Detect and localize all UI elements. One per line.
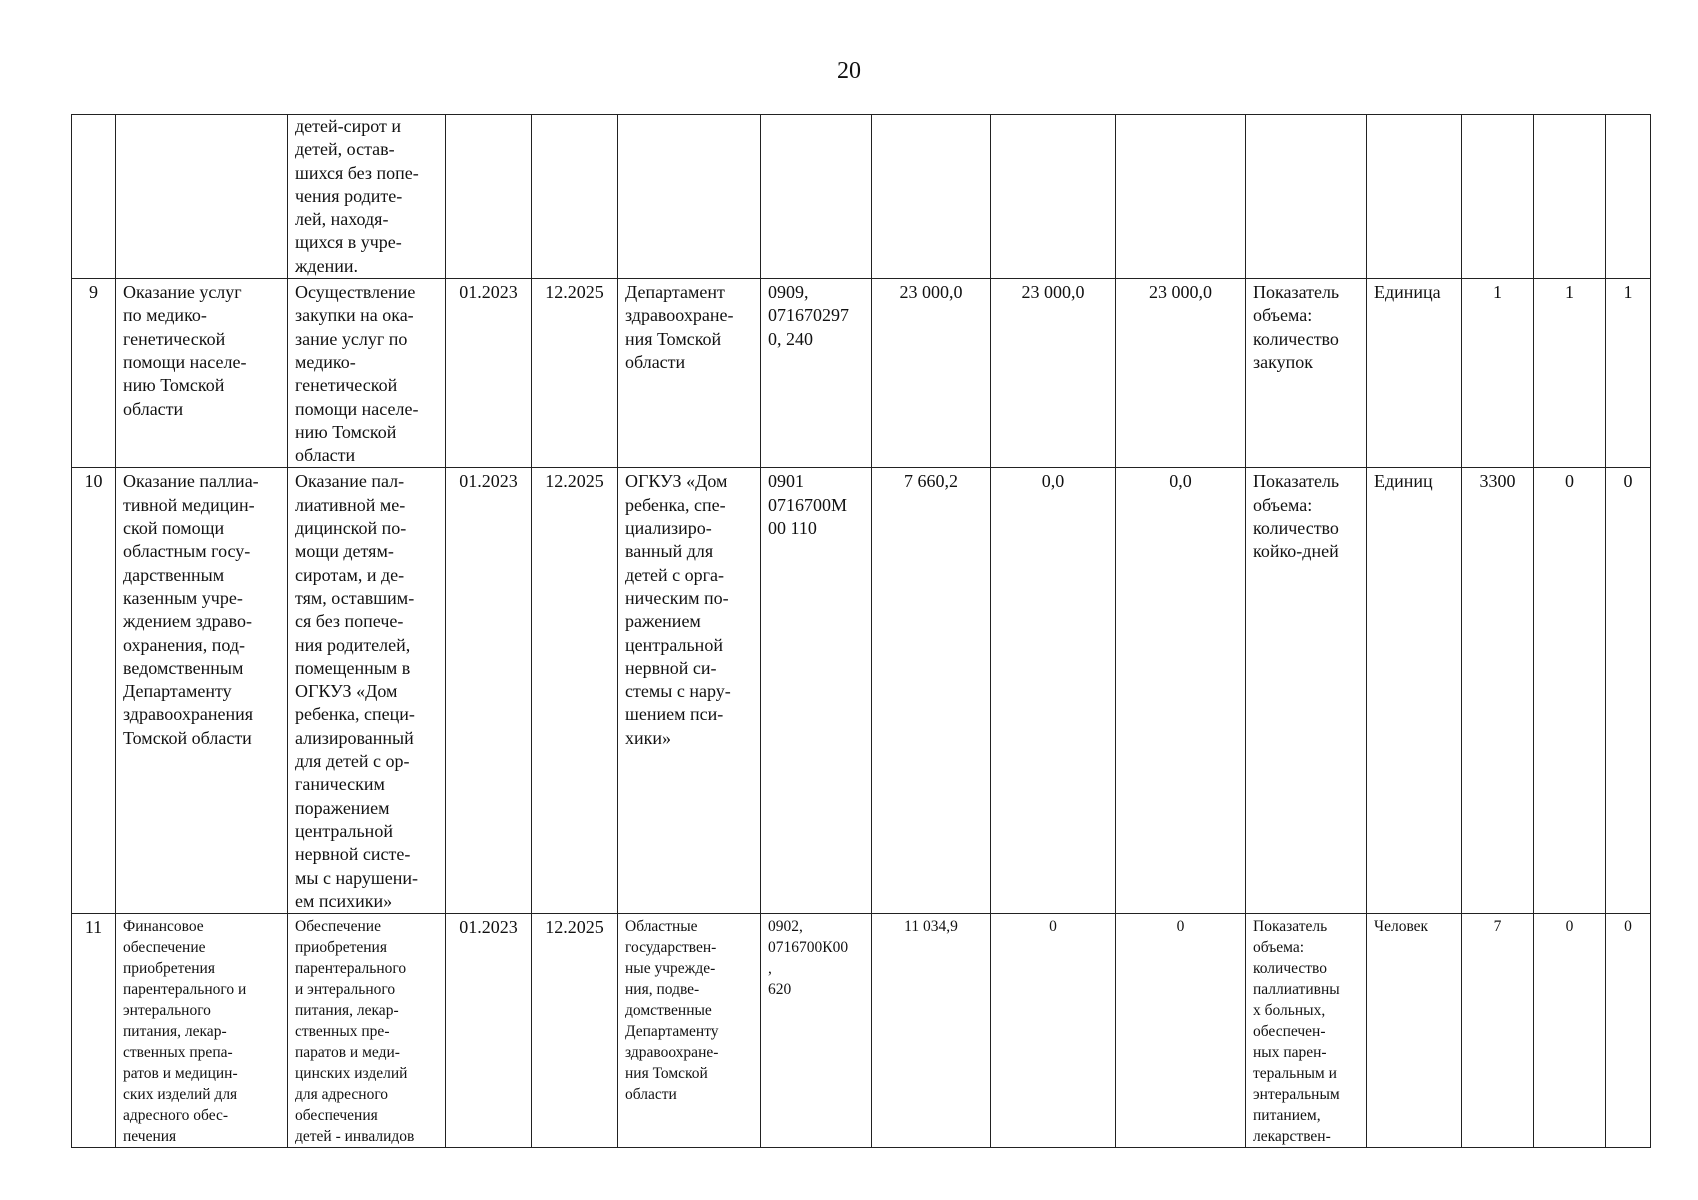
unit-cell: Человек [1367, 914, 1462, 1148]
executor-cell [618, 115, 761, 279]
row-number-cell: 10 [72, 468, 116, 914]
page-number: 20 [837, 58, 861, 84]
activity-description-cell: Осуществление закупки на ока- зание услуг по медико- генетической помощи населе- нию Томской области [288, 279, 446, 468]
table-row [72, 115, 1651, 279]
unit-cell [1367, 115, 1462, 279]
activity-description-cell: детей-сирот и детей, остав- шихся без попе- чения родите- лей, находя- щихся в учре- ждении. [288, 115, 446, 279]
indicator-value2-cell: 0 [1534, 914, 1606, 1148]
indicator-value1-cell [1462, 115, 1534, 279]
start-date-cell [446, 115, 532, 279]
indicator-value3-cell: 0 [1606, 914, 1651, 1148]
executor-cell: Областные государствен- ные учрежде- ния, подве- домственные Департаменту здравоохране- ния Томской области [618, 914, 761, 1148]
budget-code-cell: 0901 0716700М 00 110 [761, 468, 872, 914]
row-number-cell: 9 [72, 279, 116, 468]
table-row [72, 468, 1651, 914]
program-activities-table [71, 114, 1651, 1148]
indicator-value1-cell: 1 [1462, 279, 1534, 468]
budget-code-cell [761, 115, 872, 279]
indicator-cell: Показатель объема: количество закупок [1246, 279, 1367, 468]
start-date-cell: 01.2023 [446, 914, 532, 1148]
indicator-cell: Показатель объема: количество койко-дней [1246, 468, 1367, 914]
indicator-value3-cell [1606, 115, 1651, 279]
indicator-cell [1246, 115, 1367, 279]
row-number-cell: 11 [72, 914, 116, 1148]
indicator-value2-cell: 1 [1534, 279, 1606, 468]
funding-year3-cell: 0 [1116, 914, 1246, 1148]
budget-code-cell: 0902, 0716700К00 , 620 [761, 914, 872, 1148]
indicator-value2-cell [1534, 115, 1606, 279]
budget-code-cell: 0909, 071670297 0, 240 [761, 279, 872, 468]
indicator-cell: Показатель объема: количество паллиативны х больных, обеспечен- ных парен- теральным и энтеральным питанием, лекарствен- [1246, 914, 1367, 1148]
funding-year2-cell: 0,0 [991, 468, 1116, 914]
indicator-value1-cell: 3300 [1462, 468, 1534, 914]
activity-name-cell [116, 115, 288, 279]
indicator-value1-cell: 7 [1462, 914, 1534, 1148]
funding-year3-cell [1116, 115, 1246, 279]
activity-name-cell: Оказание паллиа- тивной медицин- ской помощи областным госу- дарственным казенным учре- ждением здраво- охранения, под- ведомственным Департаменту здравоохранения Томской области [116, 468, 288, 914]
end-date-cell: 12.2025 [532, 279, 618, 468]
indicator-value3-cell: 1 [1606, 279, 1651, 468]
activity-description-cell: Оказание пал- лиативной ме- дицинской по- мощи детям- сиротам, и де- тям, оставшим- ся без попече- ния родителей, помещенным в ОГКУЗ «Дом ребенка, специ- ализированный для детей с ор- ганическим поражением центральной нервной систе- мы с нарушени- ем психики» [288, 468, 446, 914]
funding-year2-cell: 23 000,0 [991, 279, 1116, 468]
end-date-cell: 12.2025 [532, 468, 618, 914]
unit-cell: Единиц [1367, 468, 1462, 914]
table-row [72, 914, 1651, 1148]
executor-cell: Департамент здравоохране- ния Томской области [618, 279, 761, 468]
activity-name-cell: Оказание услуг по медико- генетической помощи населе- нию Томской области [116, 279, 288, 468]
funding-year2-cell: 0 [991, 914, 1116, 1148]
funding-year3-cell: 23 000,0 [1116, 279, 1246, 468]
funding-year1-cell: 23 000,0 [872, 279, 991, 468]
end-date-cell [532, 115, 618, 279]
unit-cell: Единица [1367, 279, 1462, 468]
indicator-value2-cell: 0 [1534, 468, 1606, 914]
activity-description-cell: Обеспечение приобретения парентерального и энтерального питания, лекар- ственных пре- паратов и меди- цинских изделий для адресного обеспечения детей - инвалидов [288, 914, 446, 1148]
start-date-cell: 01.2023 [446, 279, 532, 468]
end-date-cell: 12.2025 [532, 914, 618, 1148]
executor-cell: ОГКУЗ «Дом ребенка, спе- циализиро- ванный для детей с орга- ническим по- ражением центральной нервной си- стемы с нару- шением пси- хики» [618, 468, 761, 914]
activity-name-cell: Финансовое обеспечение приобретения парентерального и энтерального питания, лекар- ственных препа- ратов и медицин- ских изделий для адресного обес- печения [116, 914, 288, 1148]
funding-year3-cell: 0,0 [1116, 468, 1246, 914]
funding-year1-cell: 11 034,9 [872, 914, 991, 1148]
start-date-cell: 01.2023 [446, 468, 532, 914]
funding-year1-cell [872, 115, 991, 279]
indicator-value3-cell: 0 [1606, 468, 1651, 914]
funding-year2-cell [991, 115, 1116, 279]
table-row [72, 279, 1651, 468]
funding-year1-cell: 7 660,2 [872, 468, 991, 914]
row-number-cell [72, 115, 116, 279]
